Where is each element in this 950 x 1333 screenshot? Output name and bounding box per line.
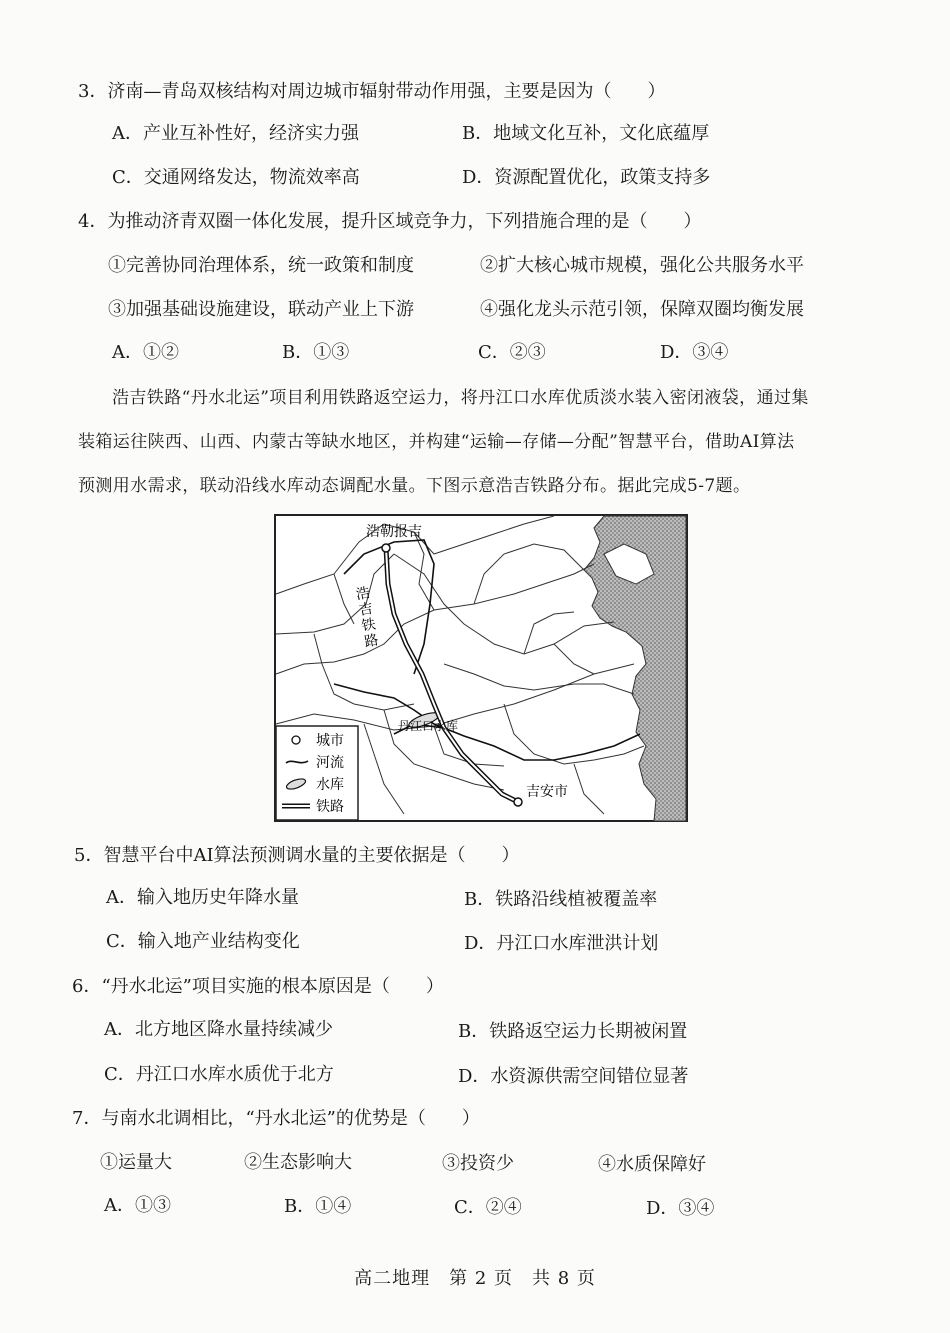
q5-option-d: D．丹江口水库泄洪计划 [464, 933, 659, 954]
q3-option-c: C．交通网络发达，物流效率高 [112, 167, 360, 188]
q7-statement-4: ④水质保障好 [598, 1154, 706, 1175]
q4-option-a: A．①② [112, 342, 179, 363]
q3-option-b: B．地域文化互补，文化底蕴厚 [462, 123, 710, 144]
railway-map [274, 514, 688, 822]
label-reservoir: 丹江口水库 [398, 719, 459, 733]
q4-option-b: B．①③ [282, 342, 350, 363]
q7-option-c: C．②④ [454, 1197, 522, 1218]
label-city-bottom: 吉安市 [526, 784, 568, 800]
q4-statement-1: ①完善协同治理体系，统一政策和制度 [108, 255, 414, 276]
passage-line-3: 预测用水需求，联动沿线水库动态调配水量。下图示意浩吉铁路分布。据此完成5-7题。 [78, 476, 751, 496]
q3-option-a: A．产业互补性好，经济实力强 [112, 123, 359, 144]
q4-statement-3: ③加强基础设施建设，联动产业上下游 [108, 299, 414, 320]
q3-option-d: D．资源配置优化，政策支持多 [462, 167, 711, 188]
q5-stem: 5．智慧平台中AI算法预测调水量的主要依据是（ ） [74, 845, 520, 866]
q6-option-d: D．水资源供需空间错位显著 [458, 1066, 689, 1087]
q7-statement-2: ②生态影响大 [244, 1152, 352, 1173]
q7-option-a: A．①③ [104, 1195, 171, 1216]
legend-railway: 铁路 [316, 799, 344, 815]
legend-city: 城市 [316, 733, 344, 749]
legend-reservoir: 水库 [316, 777, 344, 793]
q7-stem: 7．与南水北调相比，“丹水北运”的优势是（ ） [72, 1108, 480, 1129]
city-haolebaoji [382, 544, 390, 552]
q4-option-c: C．②③ [478, 342, 546, 363]
q5-option-c: C．输入地产业结构变化 [106, 931, 300, 952]
passage-line-2: 装箱运往陕西、山西、内蒙古等缺水地区，并构建“运输—存储—分配”智慧平台，借助AI算法 [78, 432, 795, 452]
q5-option-a: A．输入地历史年降水量 [106, 887, 299, 908]
q7-statement-1: ①运量大 [100, 1152, 172, 1173]
railway-map-svg [274, 514, 688, 822]
q7-option-b: B．①④ [284, 1196, 352, 1217]
q3-stem: 3．济南—青岛双核结构对周边城市辐射带动作用强，主要是因为（ ） [78, 81, 666, 102]
legend-city-symbol [292, 736, 300, 744]
q4-statement-4: ④强化龙头示范引领，保障双圈均衡发展 [480, 299, 804, 320]
q4-statement-2: ②扩大核心城市规模，强化公共服务水平 [480, 255, 804, 276]
q7-option-d: D．③④ [646, 1198, 715, 1219]
q6-option-a: A．北方地区降水量持续减少 [104, 1019, 333, 1040]
page-footer: 高二地理 第 2 页 共 8 页 [354, 1268, 596, 1289]
legend-river: 河流 [316, 755, 344, 771]
map-legend [276, 726, 358, 820]
q6-option-b: B．铁路返空运力长期被闲置 [458, 1021, 688, 1042]
q4-option-d: D．③④ [660, 342, 729, 363]
label-city-top: 浩勒报吉 [366, 524, 422, 540]
q4-stem: 4．为推动济青双圈一体化发展，提升区域竞争力，下列措施合理的是（ ） [78, 211, 702, 232]
label-railway: 浩吉铁路 [352, 584, 380, 651]
q6-stem: 6．“丹水北运”项目实施的根本原因是（ ） [72, 976, 444, 997]
q6-option-c: C．丹江口水库水质优于北方 [104, 1064, 334, 1085]
q5-option-b: B．铁路沿线植被覆盖率 [464, 889, 658, 910]
passage-line-1: 浩吉铁路“丹水北运”项目利用铁路返空运力，将丹江口水库优质淡水装入密闭液袋，通过集 [112, 388, 809, 408]
city-jian [514, 798, 522, 806]
q7-statement-3: ③投资少 [442, 1153, 514, 1174]
